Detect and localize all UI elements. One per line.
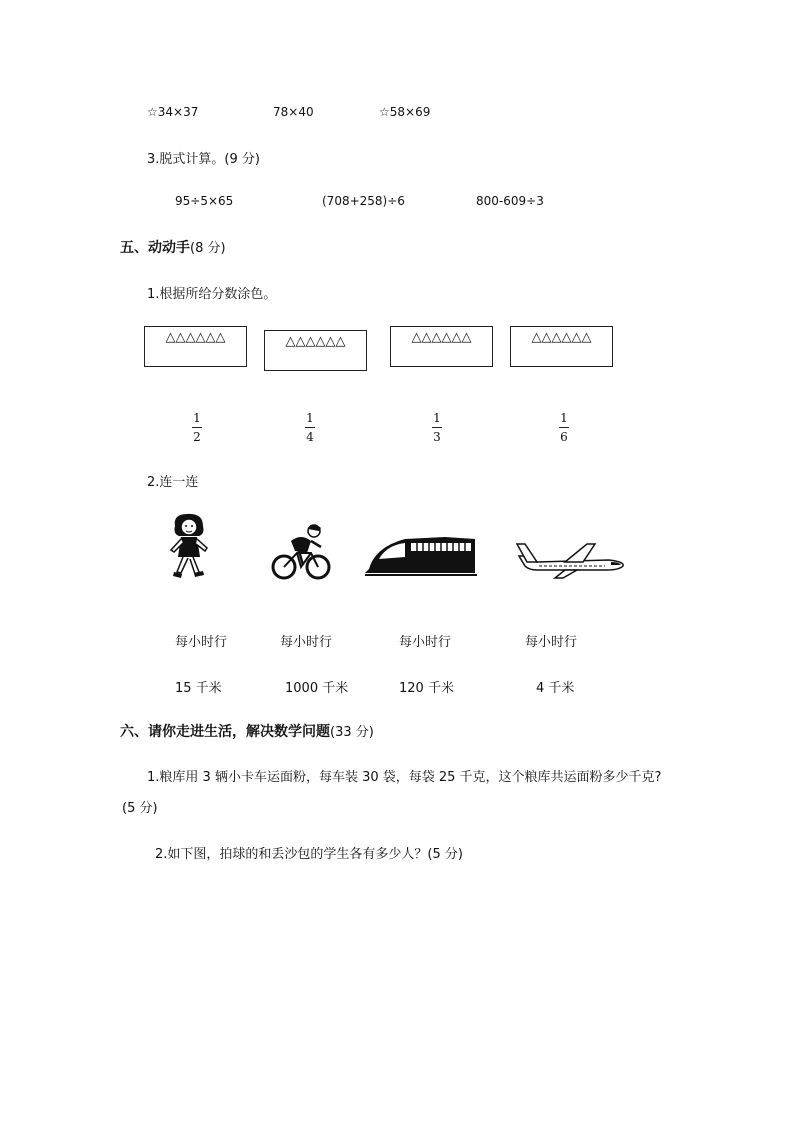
s5-q1-title: 1.根据所给分数涂色。: [147, 287, 277, 302]
q3-item-1: 95÷5×65: [175, 194, 234, 208]
q3-item-3: 800-609÷3: [476, 194, 544, 208]
triangle-box-4[interactable]: [510, 326, 613, 367]
speed-value-1: 15 千米: [175, 681, 222, 696]
s5-q2-title: 2.连一连: [147, 475, 199, 490]
fraction-4-num: 1: [560, 411, 568, 425]
speed-label-3: 每小时行: [399, 635, 452, 650]
fraction-2: [300, 411, 320, 444]
section-6-title: 六、请你走进生活，解决数学问题: [120, 724, 330, 740]
speed-value-3: 120 千米: [399, 681, 454, 696]
speed-label-4: 每小时行: [525, 635, 578, 650]
fraction-2-num: 1: [306, 411, 314, 425]
triangles-4: △△△△△△: [531, 330, 592, 345]
s6-q1-line1: 1.粮库用 3 辆小卡车运面粉，每车装 30 袋，每袋 25 千克，这个粮库共运面粉多少千克?: [147, 770, 662, 785]
fraction-3-den: 3: [433, 430, 441, 444]
s6-q1-line2: (5 分): [122, 801, 158, 816]
calc-item-3: ☆58×69: [379, 105, 431, 119]
fraction-1-num: 1: [193, 411, 201, 425]
fraction-1: [187, 411, 207, 444]
fraction-3: [427, 411, 447, 444]
q3-title: 3.脱式计算。(9 分): [147, 152, 260, 167]
triangles-3: △△△△△△: [411, 330, 472, 345]
speed-label-1: 每小时行: [175, 635, 228, 650]
cyclist-icon[interactable]: [271, 521, 333, 583]
section-5-title: 五、动动手: [120, 240, 190, 256]
triangle-box-3[interactable]: [390, 326, 493, 367]
walking-girl-icon[interactable]: [165, 512, 215, 580]
s6-q2: 2.如下图，拍球的和丢沙包的学生各有多少人？(5 分): [155, 847, 463, 862]
triangle-box-2[interactable]: [264, 330, 367, 371]
bullet-train-icon[interactable]: [365, 531, 477, 579]
fraction-3-num: 1: [433, 411, 441, 425]
q3-item-2: (708+258)÷6: [322, 194, 405, 208]
section-6-heading: [120, 721, 374, 741]
section-6-score: (33 分): [330, 725, 374, 740]
fraction-4-den: 6: [560, 430, 568, 444]
triangle-box-1[interactable]: [144, 326, 247, 367]
fraction-2-den: 4: [306, 430, 314, 444]
fraction-1-den: 2: [193, 430, 201, 444]
triangles-1: △△△△△△: [165, 330, 226, 345]
calc-item-1: ☆34×37: [147, 105, 199, 119]
section-5-score: (8 分): [190, 241, 226, 256]
speed-value-2: 1000 千米: [285, 681, 349, 696]
triangles-2: △△△△△△: [285, 334, 346, 349]
calc-item-2: 78×40: [273, 105, 314, 119]
speed-value-4: 4 千米: [536, 681, 575, 696]
fraction-4: [554, 411, 574, 444]
airplane-icon[interactable]: [515, 540, 627, 580]
section-5-heading: [120, 237, 226, 257]
speed-label-2: 每小时行: [280, 635, 333, 650]
